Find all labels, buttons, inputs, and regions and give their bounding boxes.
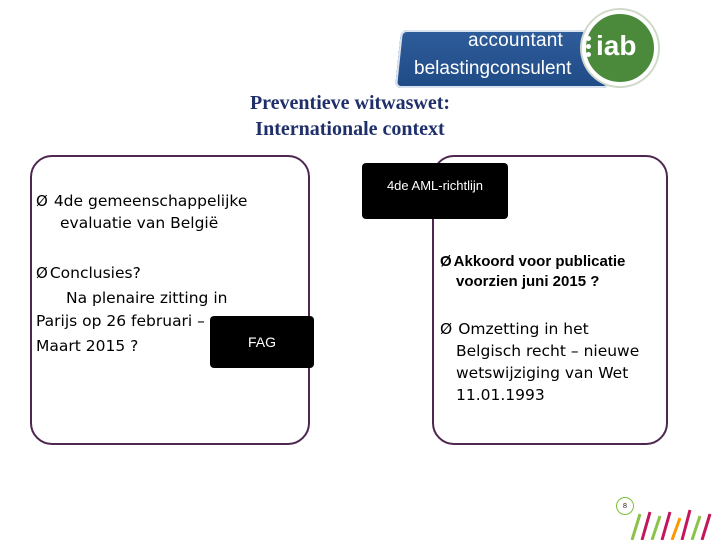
arrow-bullet-icon: Ø	[440, 253, 452, 270]
logo-dots-icon	[586, 36, 594, 66]
right-item1-line1: Ø Akkoord voor publicatie	[440, 253, 626, 270]
arrow-bullet-icon: Ø	[36, 264, 48, 282]
slide-title-line2: Internationale context	[255, 118, 445, 140]
left-item2-line3: Parijs op 26 februari –	[36, 312, 205, 330]
logo-line2: belastingconsulent	[414, 58, 572, 79]
right-item1-line2: voorzien juni 2015 ?	[456, 273, 600, 290]
logo-mark: iab	[596, 30, 637, 61]
left-item1-line1: Ø 4de gemeenschappelijke	[36, 192, 248, 210]
aml-directive-badge: 4de AML-richtlijn	[362, 163, 508, 219]
left-item2-line4: Maart 2015 ?	[36, 337, 139, 355]
page-number: 8	[616, 497, 634, 515]
left-item2-line2: Na plenaire zitting in	[66, 289, 228, 307]
right-item2-line3: wetswijziging van Wet	[456, 364, 629, 382]
arrow-bullet-icon: Ø	[440, 320, 453, 338]
left-item1-line2: evaluatie van België	[60, 214, 219, 232]
logo-line1: accountant	[468, 30, 563, 51]
left-item2-line1: Ø Conclusies?	[36, 264, 141, 282]
right-item2-line4: 11.01.1993	[456, 386, 545, 404]
slide-title-line1: Preventieve witwaswet:	[249, 92, 451, 114]
right-item2-line1: Ø Omzetting in het	[440, 320, 589, 338]
fag-badge: FAG	[210, 316, 314, 368]
iab-logo	[396, 8, 686, 90]
right-item2-line2: Belgisch recht – nieuwe	[456, 342, 640, 360]
arrow-bullet-icon: Ø	[36, 192, 48, 210]
